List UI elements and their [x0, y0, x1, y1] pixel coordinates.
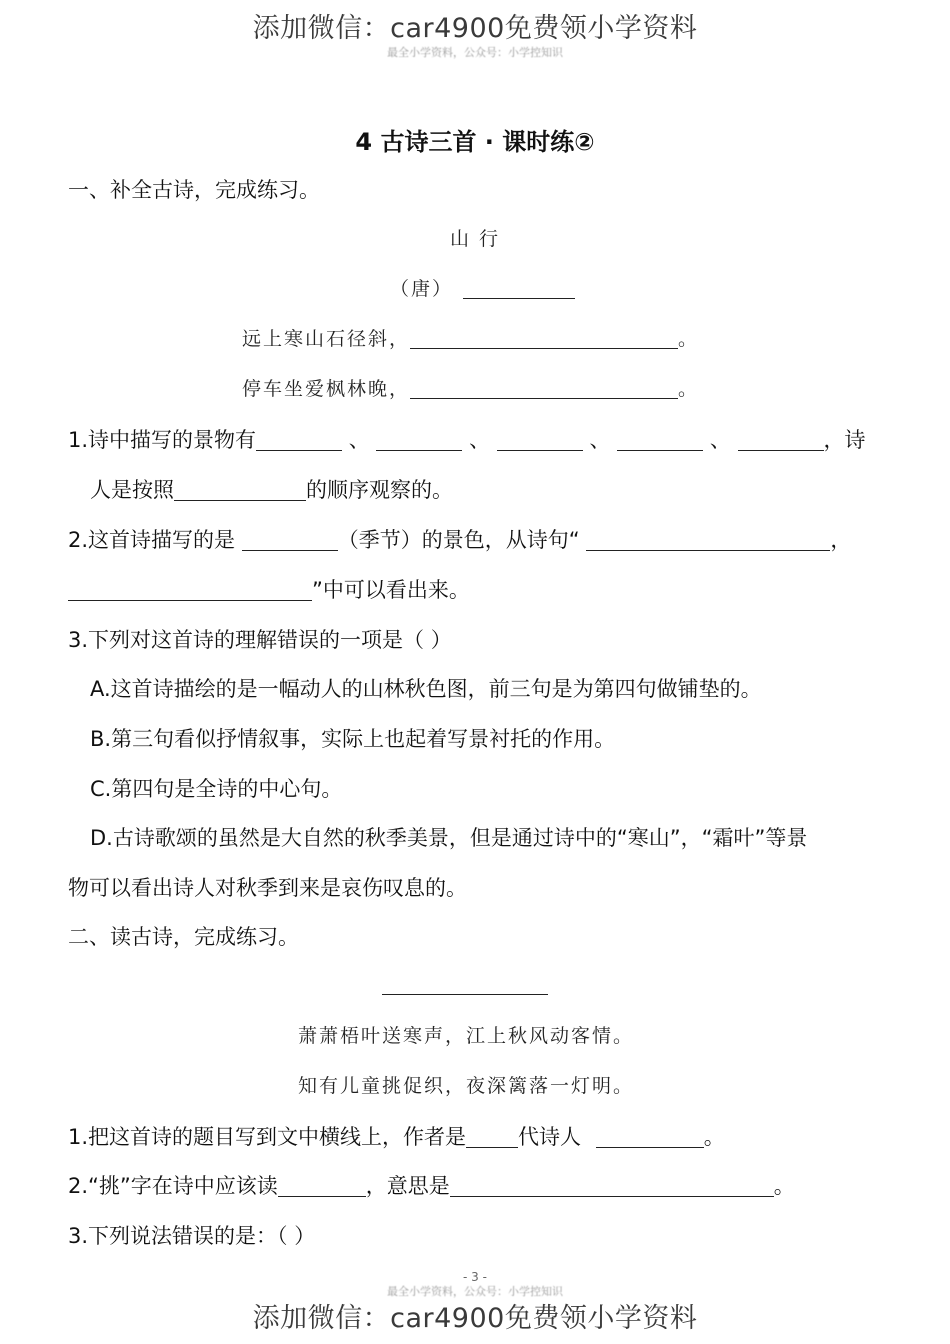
s1-question-1	[68, 424, 866, 454]
s1-question-2-line-2	[68, 574, 470, 604]
poem-line-1-text: 远上寒山石径斜，	[242, 328, 411, 350]
season-blank[interactable]	[242, 529, 338, 551]
poem-line-2-blank[interactable]	[410, 379, 678, 399]
s1-question-3-stem: 3.下列对这首诗的理解错误的一项是（ ）	[68, 628, 452, 652]
poem-line-1-end: 。	[678, 328, 700, 350]
header-watermark: 添加微信：car4900免费领小学资料	[252, 13, 698, 44]
poem-title: 山 行	[449, 228, 501, 250]
option-d-continued: 物可以看出诗人对秋季到来是哀伤叹息的。	[68, 876, 467, 900]
header-subtext: 最全小学资料，公众号：小学控知识	[387, 46, 563, 59]
s2-q1-mid: 代诗人	[518, 1125, 582, 1149]
poem-title-blank[interactable]	[382, 994, 548, 995]
scenery-blank-4[interactable]	[617, 429, 703, 451]
option-c[interactable]: C.第四句是全诗的中心句。	[90, 777, 343, 801]
pronunciation-blank[interactable]	[278, 1175, 366, 1197]
s1-question-2	[68, 524, 851, 554]
s2-q1-prefix: 1.把这首诗的题目写到文中横线上，作者是	[68, 1125, 467, 1149]
scenery-blank-3[interactable]	[497, 429, 583, 451]
footer-subtext: 最全小学资料，公众号：小学控知识	[387, 1285, 563, 1298]
page-title: 4 古诗三首 · 课时练②	[355, 128, 595, 156]
s2-q2-prefix: 2.“挑”字在诗中应该读	[68, 1174, 278, 1198]
scenery-blank-2[interactable]	[376, 429, 462, 451]
dynasty-blank[interactable]	[466, 1126, 518, 1148]
footer-watermark: 添加微信：car4900免费领小学资料	[252, 1303, 698, 1334]
verse-blank-2[interactable]	[68, 579, 312, 601]
s1-q2-comma: ，	[830, 528, 852, 552]
poem-line-2	[242, 374, 699, 401]
option-a[interactable]: A.这首诗描绘的是一幅动人的山林秋色图，前三句是为第四句做铺垫的。	[90, 677, 762, 701]
s2-q2-end: 。	[773, 1174, 795, 1198]
s1-q1-line2-prefix: 人是按照	[90, 478, 174, 502]
s2-q1-end: 。	[703, 1125, 725, 1149]
separator: 、	[348, 428, 370, 452]
section1-heading: 一、补全古诗，完成练习。	[68, 178, 320, 202]
s2-question-2	[68, 1170, 795, 1200]
poem-dynasty-line	[390, 274, 575, 301]
s1-question-1-line-2	[90, 474, 453, 504]
poem-line-1	[242, 324, 699, 351]
separator: 、	[589, 428, 611, 452]
page-number: - 3 -	[463, 1270, 487, 1284]
s1-q1-suffix: ，诗	[823, 428, 866, 452]
separator: 、	[709, 428, 731, 452]
order-blank[interactable]	[174, 479, 306, 501]
option-d[interactable]: D.古诗歌颂的虽然是大自然的秋季美景，但是通过诗中的“寒山”，“霜叶”等景	[90, 826, 808, 850]
poem2-line-1: 萧萧梧叶送寒声，江上秋风动客情。	[298, 1025, 635, 1047]
s1-q2-line2-suffix: ”中可以看出来。	[312, 578, 470, 602]
poet-blank[interactable]	[596, 1126, 704, 1148]
scenery-blank-1[interactable]	[256, 429, 342, 451]
section2-heading: 二、读古诗，完成练习。	[68, 925, 299, 949]
meaning-blank[interactable]	[450, 1175, 774, 1197]
dynasty-label: （唐）	[390, 278, 454, 300]
poem-line-2-text: 停车坐爱枫林晚，	[242, 378, 411, 400]
s2-question-3: 3.下列说法错误的是：（ ）	[68, 1224, 316, 1248]
scenery-blank-5[interactable]	[738, 429, 824, 451]
separator: 、	[469, 428, 491, 452]
s1-q2-season-text: （季节）的景色，从诗句“	[337, 528, 580, 552]
s2-q2-mid: ，意思是	[365, 1174, 450, 1198]
s2-question-1	[68, 1121, 725, 1151]
s1-q2-prefix: 2.这首诗描写的是	[68, 528, 236, 552]
poem-line-2-end: 。	[678, 378, 700, 400]
poem-line-1-blank[interactable]	[410, 329, 678, 349]
poem2-line-2: 知有儿童挑促织，夜深篱落一灯明。	[298, 1075, 635, 1097]
s1-q1-line2-suffix: 的顺序观察的。	[306, 478, 453, 502]
option-b[interactable]: B.第三句看似抒情叙事，实际上也起着写景衬托的作用。	[90, 727, 616, 751]
author-blank[interactable]	[463, 279, 575, 299]
s1-q1-prefix: 1.诗中描写的景物有	[68, 428, 257, 452]
verse-blank-1[interactable]	[586, 529, 830, 551]
